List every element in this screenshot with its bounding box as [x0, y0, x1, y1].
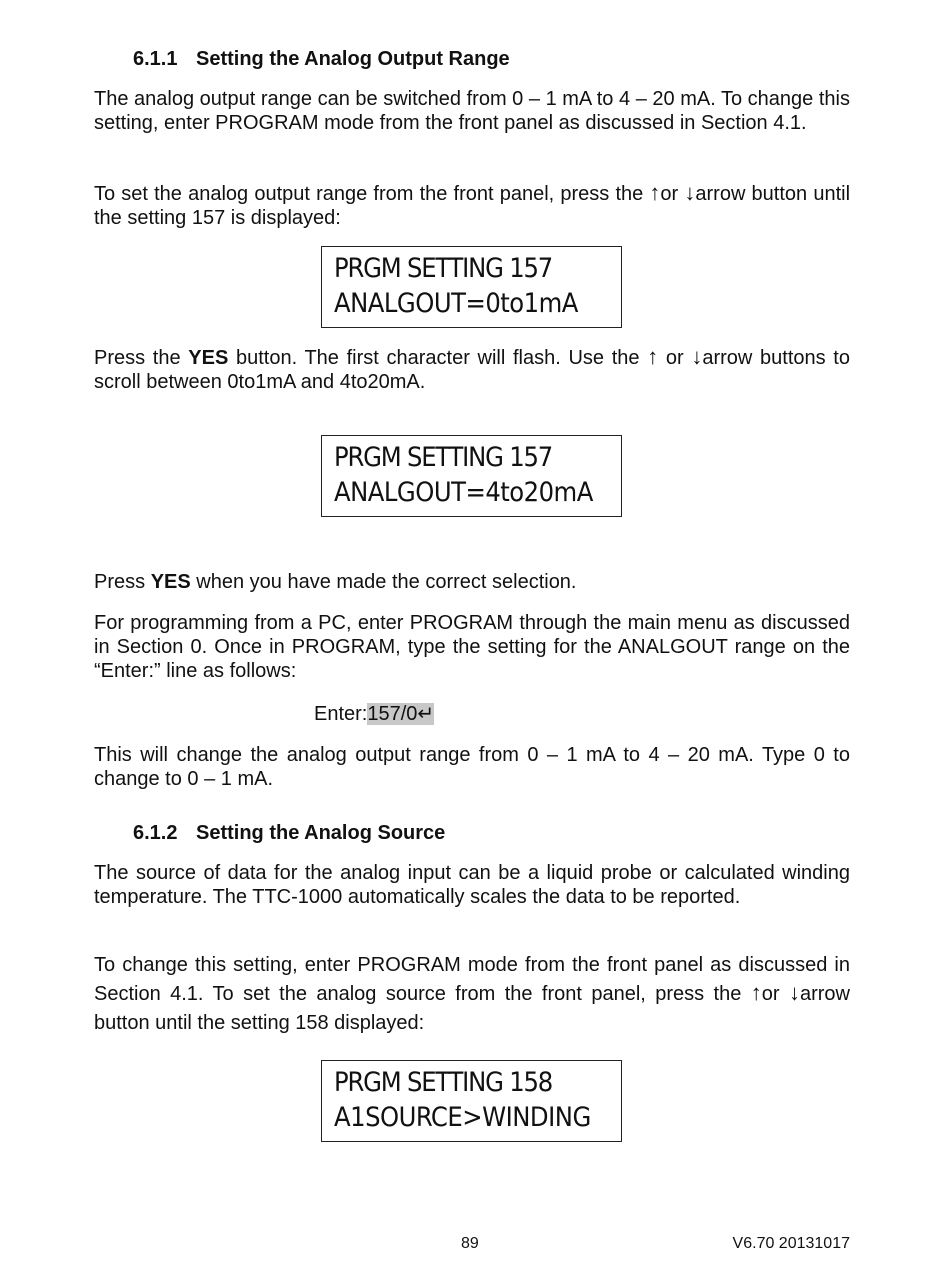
paragraph-set-source-instructions [94, 951, 850, 1038]
paragraph-range-change-note: This will change the analog output range from 0 – 1 mA to 4 – 20 mA. Type 0 to change to 0 – 1 mA. [94, 744, 850, 790]
text-segment: arrow button until the setting 158 displayed: [94, 983, 850, 1034]
paragraph-press-yes-confirm [94, 570, 850, 594]
text-segment: button. The first character will flash. Use the [228, 347, 648, 369]
text-segment: Press the [94, 347, 189, 369]
lcd-line-2: ANALGOUT=0to1mA [334, 288, 578, 319]
page-number: 89 [461, 1235, 479, 1252]
text-segment: or [761, 983, 789, 1005]
section-title: Setting the Analog Source [196, 822, 446, 844]
text-segment: To change this setting, enter PROGRAM mode from the front panel as discussed in Section 4.1. To set the analog source from the front panel, press the [94, 954, 850, 1005]
enter-command-line [314, 702, 434, 726]
text-segment: arrow button until the setting 157 is displayed: [94, 183, 851, 229]
text-segment: Press [94, 571, 151, 593]
document-version: V6.70 20131017 [732, 1235, 850, 1252]
paragraph-press-yes-scroll [94, 346, 850, 394]
yes-keyword: YES [188, 347, 229, 369]
section-number: 6.1.1 [133, 48, 178, 70]
up-arrow-icon: ↑ [647, 344, 659, 369]
section-heading-6-1-1 [133, 48, 510, 71]
lcd-display-setting-157 [321, 246, 622, 328]
lcd-line-1: PRGM SETTING 157 [334, 442, 552, 473]
lcd-line-2: A1SOURCE>WINDING [334, 1102, 591, 1133]
down-arrow-icon: ↓ [788, 980, 800, 1005]
section-number: 6.1.2 [133, 822, 178, 844]
enter-label: Enter: [314, 703, 368, 725]
lcd-display-setting-158 [321, 1060, 622, 1142]
enter-command-value: 157/0↵ [367, 703, 435, 725]
text-segment: or [660, 183, 685, 205]
yes-keyword: YES [150, 571, 191, 593]
lcd-display-setting-157-4to20 [321, 435, 622, 517]
lcd-line-1: PRGM SETTING 158 [334, 1067, 552, 1098]
text-segment: or [658, 347, 692, 369]
lcd-line-2: ANALGOUT=4to20mA [334, 477, 593, 508]
down-arrow-icon: ↓ [691, 344, 703, 369]
down-arrow-icon: ↓ [684, 180, 696, 205]
up-arrow-icon: ↑ [649, 180, 661, 205]
text-segment: To set the analog output range from the front panel, press the [94, 183, 650, 205]
text-segment: when you have made the correct selection. [190, 571, 577, 593]
paragraph-set-range-instructions [94, 182, 850, 230]
paragraph-analog-source-intro: The source of data for the analog input can be a liquid probe or calculated winding temperature. The TTC-1000 automatically scales the data to be reported. [94, 862, 850, 908]
section-heading-6-1-2 [133, 822, 445, 845]
paragraph-analog-range-intro: The analog output range can be switched from 0 – 1 mA to 4 – 20 mA. To change this setting, enter PROGRAM mode from the front panel as discussed in Section 4.1. [94, 88, 850, 134]
paragraph-pc-programming: For programming from a PC, enter PROGRAM through the main menu as discussed in Section 0. Once in PROGRAM, type the setting for the ANALGOUT range on the “Enter:” line as follows: [94, 612, 850, 682]
up-arrow-icon: ↑ [750, 980, 762, 1005]
text-segment: arrow buttons to scroll between 0to1mA and 4to20mA. [94, 347, 850, 393]
lcd-line-1: PRGM SETTING 157 [334, 253, 552, 284]
section-title: Setting the Analog Output Range [196, 48, 510, 70]
